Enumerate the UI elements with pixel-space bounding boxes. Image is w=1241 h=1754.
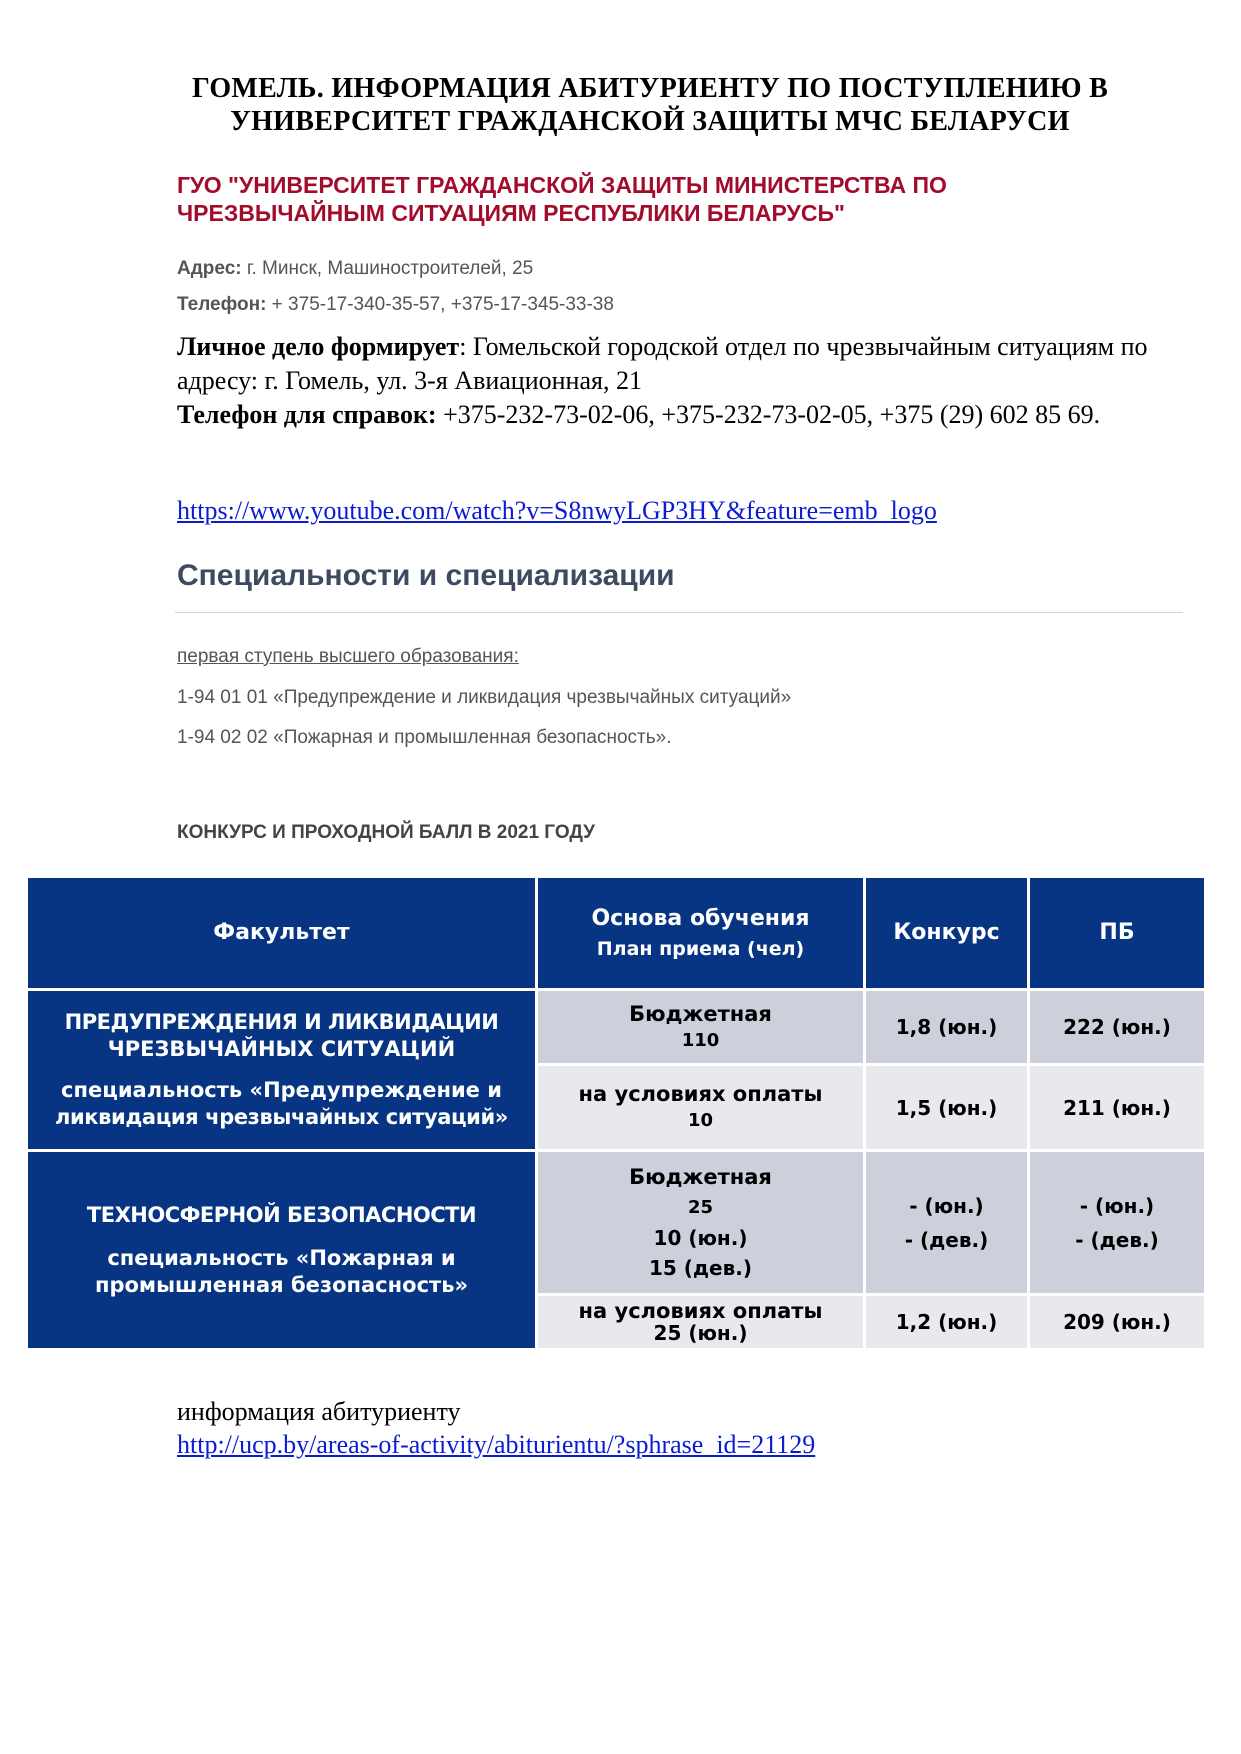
row-3-contest-male: - (юн.) bbox=[909, 1193, 984, 1218]
row-3-contest-female: - (дев.) bbox=[904, 1227, 989, 1252]
row-4-basis bbox=[538, 1296, 863, 1348]
row-3-contest bbox=[866, 1152, 1027, 1293]
phone-value: + 375-17-340-35-57, +375-17-345-33-38 bbox=[266, 294, 614, 315]
faculty-1-name-line1: ПРЕДУПРЕЖДЕНИЯ И ЛИКВИДАЦИИ bbox=[64, 1010, 499, 1034]
faculty-2-spec-line1: специальность «Пожарная и bbox=[107, 1245, 456, 1270]
row-1-plan: 110 bbox=[681, 1029, 720, 1051]
phone-line bbox=[177, 294, 614, 316]
faculty-2-cell bbox=[28, 1152, 535, 1348]
address-value: г. Минск, Машиностроителей, 25 bbox=[241, 258, 534, 279]
dossier-label: Личное дело формирует bbox=[177, 332, 460, 361]
section-title: Специальности и специализации bbox=[177, 559, 675, 592]
youtube-link[interactable]: https://www.youtube.com/watch?v=S8nwyLGP3HY&feature=emb_logo bbox=[177, 496, 937, 525]
row-1-contest: 1,8 (юн.) bbox=[866, 991, 1027, 1063]
phone-label: Телефон: bbox=[177, 294, 267, 315]
row-3-pb-male: - (юн.) bbox=[1079, 1193, 1155, 1218]
dossier-value: : Гомельской городской отдел по чрезвычайным ситуациям по адресу: г. Гомель, ул. 3-я Авиационная, 21 bbox=[177, 332, 1148, 395]
row-3-pb-female: - (дев.) bbox=[1075, 1227, 1159, 1252]
inquiry-phone-value: +375-232-73-02-06, +375-232-73-02-05, +375 (29) 602 85 69. bbox=[436, 400, 1101, 429]
education-level: первая ступень высшего образования: bbox=[177, 646, 519, 667]
row-3-plan-male: 10 (юн.) bbox=[653, 1226, 748, 1250]
section-divider bbox=[175, 612, 1183, 613]
row-3-plan-female: 15 (дев.) bbox=[648, 1256, 753, 1280]
header-contest: Конкурс bbox=[866, 878, 1027, 988]
row-2-pb: 211 (юн.) bbox=[1030, 1066, 1204, 1149]
row-4-basis-label: на условиях оплаты bbox=[578, 1299, 823, 1323]
row-2-contest: 1,5 (юн.) bbox=[866, 1066, 1027, 1149]
address-label: Адрес: bbox=[177, 258, 242, 279]
faculty-1-cell bbox=[28, 991, 535, 1149]
faculty-1-name-line2: ЧРЕЗВЫЧАЙНЫХ СИТУАЦИЙ bbox=[107, 1037, 456, 1061]
row-3-pb bbox=[1030, 1152, 1204, 1293]
header-basis-label: Основа обучения bbox=[591, 906, 810, 931]
organization-name-line1: ГУО "УНИВЕРСИТЕТ ГРАЖДАНСКОЙ ЗАЩИТЫ МИНИСТЕРСТВА ПО bbox=[177, 172, 947, 198]
faculty-1-spec-line2: ликвидация чрезвычайных ситуаций» bbox=[55, 1105, 508, 1129]
applicant-info-label: информация абитуриенту bbox=[177, 1397, 461, 1426]
specialty-2: 1-94 02 02 «Пожарная и промышленная безопасность». bbox=[177, 727, 672, 748]
row-3-plan: 25 bbox=[687, 1197, 714, 1218]
row-3-basis-label: Бюджетная bbox=[629, 1165, 772, 1189]
row-1-basis-label: Бюджетная bbox=[629, 1001, 772, 1026]
organization-name bbox=[177, 171, 947, 227]
address-line bbox=[177, 258, 533, 280]
row-2-plan: 10 bbox=[687, 1110, 714, 1131]
faculty-2-name: ТЕХНОСФЕРНОЙ БЕЗОПАСНОСТИ bbox=[86, 1202, 477, 1227]
row-2-basis bbox=[538, 1066, 863, 1149]
dossier-paragraph bbox=[177, 330, 1177, 432]
contest-title: КОНКУРС И ПРОХОДНОЙ БАЛЛ В 2021 ГОДУ bbox=[177, 822, 595, 843]
faculty-2-spec-line2: промышленная безопасность» bbox=[94, 1272, 469, 1297]
row-2-basis-label: на условиях оплаты bbox=[578, 1082, 823, 1106]
row-4-pb: 209 (юн.) bbox=[1030, 1296, 1204, 1348]
header-pb: ПБ bbox=[1030, 878, 1204, 988]
header-faculty: Факультет bbox=[28, 878, 535, 988]
applicant-info-link[interactable]: http://ucp.by/areas-of-activity/abiturientu/?sphrase_id=21129 bbox=[177, 1430, 816, 1459]
header-plan-label: План приема (чел) bbox=[596, 938, 805, 960]
row-1-pb: 222 (юн.) bbox=[1030, 991, 1204, 1063]
faculty-1-spec-line1: специальность «Предупреждение и bbox=[61, 1078, 502, 1102]
page-title: ГОМЕЛЬ. ИНФОРМАЦИЯ АБИТУРИЕНТУ ПО ПОСТУПЛЕНИЮ В УНИВЕРСИТЕТ ГРАЖДАНСКОЙ ЗАЩИТЫ МЧС БЕЛАРУСИ bbox=[191, 73, 1109, 137]
organization-name-line2: ЧРЕЗВЫЧАЙНЫМ СИТУАЦИЯМ РЕСПУБЛИКИ БЕЛАРУСЬ" bbox=[177, 200, 845, 226]
inquiry-phone-label: Телефон для справок: bbox=[177, 400, 437, 429]
row-4-contest: 1,2 (юн.) bbox=[866, 1296, 1027, 1348]
row-4-plan: 25 (юн.) bbox=[653, 1321, 748, 1345]
row-1-basis bbox=[538, 991, 863, 1063]
header-basis bbox=[538, 878, 863, 988]
row-3-basis bbox=[538, 1152, 863, 1293]
specialty-1: 1-94 01 01 «Предупреждение и ликвидация чрезвычайных ситуаций» bbox=[177, 687, 792, 708]
